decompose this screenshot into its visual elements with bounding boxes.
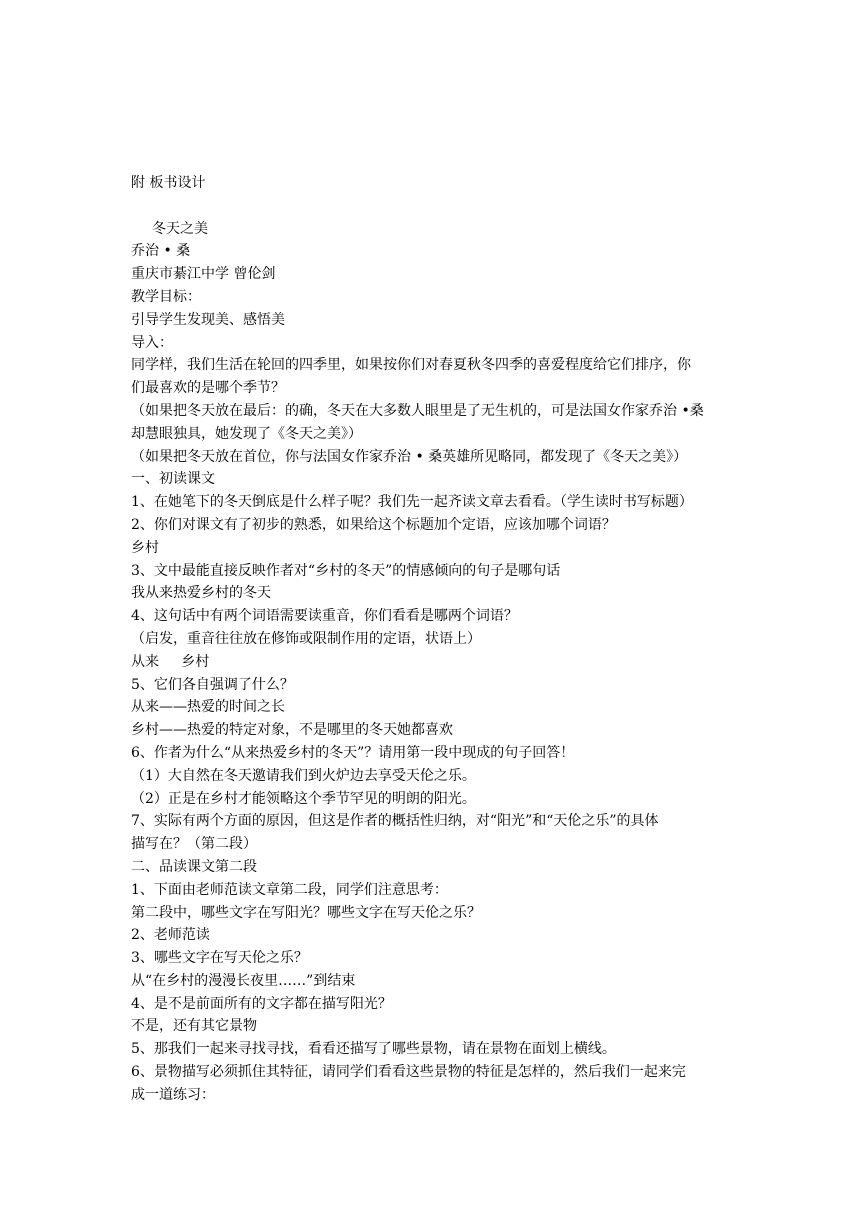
text-line: 却慧眼独具，她发现了《冬天之美》）: [131, 425, 362, 442]
section-heading: 二、品读课文第二段: [131, 858, 257, 875]
text-line: 描写在？（第二段）: [131, 836, 257, 853]
text-line: 2、你们对课文有了初步的熟悉，如果给这个标题加个定语，应该加哪个词语？: [131, 516, 616, 533]
text-line: 4、这句话中有两个词语需要读重音，你们看看是哪两个词语？: [131, 608, 518, 625]
text-line: （如果把冬天放在首位，你与法国女作家乔治 • 桑英雄所见略同，都发现了《冬天之美》）: [131, 448, 688, 465]
text-line: 们最喜欢的是哪个季节？: [131, 380, 285, 397]
text-line: 3、文中最能直接反映作者对“乡村的冬天”的情感倾向的句子是哪句话: [131, 562, 561, 579]
text-line: 4、是不是前面所有的文字都在描写阳光？: [131, 995, 392, 1012]
text-line: 从来 乡村: [131, 653, 210, 670]
text-line: 6、景物描写必须抓住其特征，请同学们看看这些景物的特征是怎样的，然后我们一起来完: [131, 1064, 686, 1081]
text-line: 1、下面由老师范读文章第二段，同学们注意思考：: [131, 881, 448, 898]
text-line: 从“在乡村的漫漫长夜里……”到结束: [131, 972, 356, 989]
text-line: （启发，重音往往放在修饰或限制作用的定语，状语上）: [131, 630, 481, 647]
text-line: 不是，还有其它景物: [131, 1018, 257, 1035]
text-line: 5、那我们一起来寻找寻找，看看还描写了哪些景物，请在景物在面划上横线。: [131, 1041, 616, 1058]
text-line: （2）正是在乡村才能领略这个季节罕见的明朗的阳光。: [131, 790, 476, 807]
text-line: 引导学生发现美、感悟美: [131, 311, 285, 328]
section-heading: 一、初读课文: [131, 471, 215, 488]
text-line: 乡村: [131, 539, 159, 556]
text-line: 第二段中，哪些文字在写阳光？哪些文字在写天伦之乐？: [131, 904, 481, 921]
text-line: 6、作者为什么“从来热爱乡村的冬天”？请用第一段中现成的句子回答！: [131, 744, 575, 761]
text-line: 5、它们各自强调了什么？: [131, 676, 294, 693]
text-line: 乡村——热爱的特定对象，不是哪里的冬天她都喜欢: [131, 722, 453, 739]
text-line: 教学目标：: [131, 288, 201, 305]
text-line: （1）大自然在冬天邀请我们到火炉边去享受天伦之乐。: [131, 767, 476, 784]
text-line: 3、哪些文字在写天伦之乐？: [131, 950, 308, 967]
lesson-title: 冬天之美: [152, 220, 208, 237]
text-line: 成一道练习：: [131, 1086, 215, 1103]
document-body: [131, 172, 741, 1107]
text-line: 2、老师范读: [131, 927, 210, 944]
text-line: 1、在她笔下的冬天倒底是什么样子呢？我们先一起齐读文章去看看。（学生读时书写标题）: [131, 494, 693, 511]
text-line: 同学样，我们生活在轮回的四季里，如果按你们对春夏秋冬四季的喜爱程度给它们排序，你: [131, 357, 691, 374]
text-line: 从来——热爱的时间之长: [131, 699, 285, 716]
text-line: 我从来热爱乡村的冬天: [131, 585, 271, 602]
text-line: 7、实际有两个方面的原因，但这是作者的概括性归纳，对“阳光”和“天伦之乐”的具体: [131, 813, 659, 830]
blank-line: [131, 195, 741, 218]
appendix-heading: 附 板书设计: [131, 175, 206, 191]
author-line: 乔治 • 桑: [131, 243, 191, 260]
teacher-line: 重庆市綦江中学 曾伦剑: [131, 266, 276, 283]
text-line: 导入：: [131, 334, 173, 351]
text-line: （如果把冬天放在最后：的确，冬天在大多数人眼里是了无生机的，可是法国女作家乔治 •桑: [131, 402, 704, 419]
